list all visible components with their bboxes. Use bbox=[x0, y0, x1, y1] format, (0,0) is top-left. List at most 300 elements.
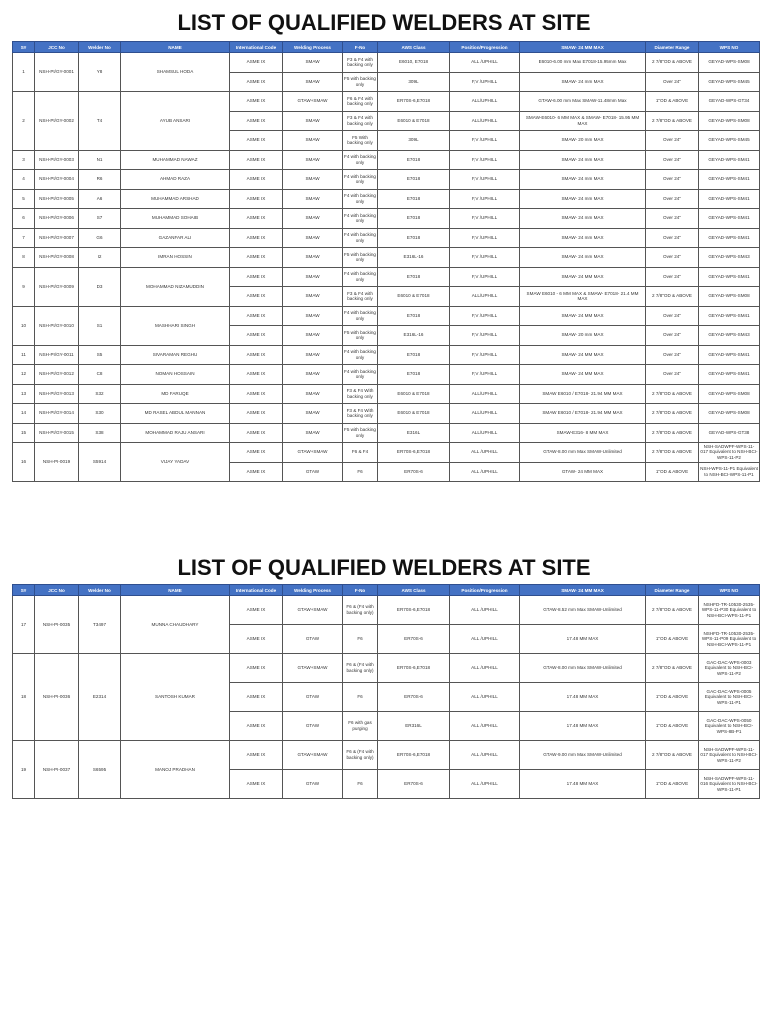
cell-position: F,V /UPHILL bbox=[450, 72, 520, 92]
cell-serial: 7 bbox=[13, 228, 35, 248]
cell-smaw: GTAW-6.00 mm Max SMAW-11.48mm Max bbox=[520, 92, 646, 112]
cell-serial: 8 bbox=[13, 248, 35, 268]
cell-welder-no: S5 bbox=[79, 345, 121, 365]
header-diameter-range: Diameter Range bbox=[646, 42, 699, 53]
cell-smaw: SMAW E6010 / E7018- 21.94 MM MAX bbox=[520, 384, 646, 404]
cell-jcc-no: NSH-PI/GY-0007 bbox=[35, 228, 79, 248]
cell-serial: 18 bbox=[13, 654, 35, 741]
cell-jcc-no: NSH-PI/GY-0004 bbox=[35, 170, 79, 190]
page-title: LIST OF QUALIFIED WELDERS AT SITE bbox=[177, 555, 591, 580]
cell-jcc-no: NSH-PI/GY-0013 bbox=[35, 384, 79, 404]
cell-international-code: ASME IX bbox=[230, 326, 283, 346]
cell-international-code: ASME IX bbox=[230, 248, 283, 268]
cell-position: F,V /UPHILL bbox=[450, 209, 520, 229]
cell-position: ALL /UPHILL bbox=[450, 770, 520, 799]
header-smaw: SMAW- 24 MM MAX bbox=[520, 42, 646, 53]
cell-wps-no: GEYAD-WPS-SM41 bbox=[699, 209, 760, 229]
cell-welding-process: GTAW bbox=[283, 712, 343, 741]
cell-diameter-range: 2 7/8"OD & ABOVE bbox=[646, 404, 699, 424]
cell-jcc-no: NSH-PI/GY-0002 bbox=[35, 92, 79, 151]
cell-f-no: F4 with backing only bbox=[343, 345, 378, 365]
cell-jcc-no: NSH-PI-0019 bbox=[35, 443, 79, 482]
cell-f-no: F6 & (F4 with backing only) bbox=[343, 596, 378, 625]
header-welding-process: Welding Process bbox=[283, 585, 343, 596]
cell-international-code: ASME IX bbox=[230, 741, 283, 770]
cell-position: F,V /UPHILL bbox=[450, 170, 520, 190]
cell-wps-no: NSH-SADWPF-WPS-11-016 Equivalent to NSH-BCI-WPS-11-P1 bbox=[699, 770, 760, 799]
cell-position: ALL /UPHILL bbox=[450, 741, 520, 770]
cell-aws-class: ER70S-6,E7018 bbox=[378, 596, 450, 625]
cell-f-no: F3 & F4 with backing only bbox=[343, 53, 378, 73]
cell-welder-no: S38 bbox=[79, 423, 121, 443]
cell-f-no: F3 & F4 with backing only bbox=[343, 287, 378, 307]
table-row bbox=[13, 423, 760, 443]
cell-welder-no: T3497 bbox=[79, 596, 121, 654]
cell-welding-process: SMAW bbox=[283, 326, 343, 346]
cell-aws-class: E6010, E7018 bbox=[378, 53, 450, 73]
cell-wps-no: GAC-DAC-WPS-0005 Equivalent to NSH-BCI-WPS-11-P1 bbox=[699, 683, 760, 712]
cell-serial: 5 bbox=[13, 189, 35, 209]
cell-welder-no: I2 bbox=[79, 248, 121, 268]
header-jcc-no: JCC No bbox=[35, 585, 79, 596]
cell-aws-class: E7018 bbox=[378, 345, 450, 365]
header-welding-process: Welding Process bbox=[283, 42, 343, 53]
cell-wps-no: NSH-SADWPF-WPS-11-017 Equivalent to NSH-BCI-WPS-11-P2 bbox=[699, 741, 760, 770]
cell-serial: 12 bbox=[13, 365, 35, 385]
cell-international-code: ASME IX bbox=[230, 683, 283, 712]
cell-jcc-no: NSH-PI/GY-0006 bbox=[35, 209, 79, 229]
table-row bbox=[13, 150, 760, 170]
cell-welding-process: GTAW bbox=[283, 683, 343, 712]
cell-position: ALL/UPHILL bbox=[450, 384, 520, 404]
cell-welder-name: MD FARUQE bbox=[121, 384, 230, 404]
cell-position: F,V /UPHILL bbox=[450, 228, 520, 248]
cell-position: F,V /UPHILL bbox=[450, 189, 520, 209]
header-international-code: International Code bbox=[230, 585, 283, 596]
cell-f-no: F4 with backing only bbox=[343, 150, 378, 170]
cell-aws-class: 309L bbox=[378, 72, 450, 92]
cell-smaw: SMAW E6010 - 6 MM MAX & SMAW- E7018- 21.4 MM MAX bbox=[520, 287, 646, 307]
cell-diameter-range: 2 7/8"OD & ABOVE bbox=[646, 111, 699, 131]
cell-aws-class: ER70S-6,E7018 bbox=[378, 92, 450, 112]
cell-jcc-no: NSH-PI/GY-0012 bbox=[35, 365, 79, 385]
cell-international-code: ASME IX bbox=[230, 209, 283, 229]
cell-welder-no: R6 bbox=[79, 170, 121, 190]
cell-wps-no: GEYAD-WPS-SM08 bbox=[699, 384, 760, 404]
cell-f-no: F3 & F4 With backing only bbox=[343, 384, 378, 404]
cell-international-code: ASME IX bbox=[230, 92, 283, 112]
table-row bbox=[13, 365, 760, 385]
cell-welder-name: GAZANFAR ALI bbox=[121, 228, 230, 248]
cell-welder-name: SANTOSH KUMAR bbox=[121, 654, 230, 741]
cell-welder-name: MUHAMMAD SOHAIB bbox=[121, 209, 230, 229]
cell-welder-no: S32 bbox=[79, 384, 121, 404]
cell-welder-name: MUNNA CHAUDHARY bbox=[121, 596, 230, 654]
cell-jcc-no: NSH-PI-0035 bbox=[35, 596, 79, 654]
cell-welder-name: MD RASEL ABDUL MANNAN bbox=[121, 404, 230, 424]
header-welder-no: Welder No bbox=[79, 585, 121, 596]
cell-international-code: ASME IX bbox=[230, 770, 283, 799]
cell-serial: 19 bbox=[13, 741, 35, 799]
cell-welding-process: GTAW+SMAW bbox=[283, 92, 343, 112]
cell-aws-class: E7018 bbox=[378, 228, 450, 248]
cell-welding-process: SMAW bbox=[283, 111, 343, 131]
cell-smaw: GTAW-8.00 mm Max SMAW-Unlimited bbox=[520, 654, 646, 683]
cell-jcc-no: NSH-PI/GY-0008 bbox=[35, 248, 79, 268]
cell-f-no: F3 & F4 With backing only bbox=[343, 404, 378, 424]
cell-diameter-range: Over 24" bbox=[646, 365, 699, 385]
cell-welder-name: MANOJ PRADHAN bbox=[121, 741, 230, 799]
cell-international-code: ASME IX bbox=[230, 306, 283, 326]
cell-position: ALL /UPHILL bbox=[450, 625, 520, 654]
cell-serial: 15 bbox=[13, 423, 35, 443]
cell-aws-class: ER70S-6 bbox=[378, 770, 450, 799]
table-row bbox=[13, 267, 760, 287]
cell-position: ALL /UPHILL bbox=[450, 712, 520, 741]
cell-international-code: ASME IX bbox=[230, 443, 283, 463]
cell-welder-name: SHAMSUL HODA bbox=[121, 53, 230, 92]
cell-diameter-range: Over 24" bbox=[646, 131, 699, 151]
cell-welding-process: SMAW bbox=[283, 248, 343, 268]
cell-f-no: F4 with backing only bbox=[343, 170, 378, 190]
cell-wps-no: NSH-WPS-11-P1 Equivalent to NSH-BCI-WPS-11-P1 bbox=[699, 462, 760, 482]
cell-diameter-range: Over 24" bbox=[646, 189, 699, 209]
table-row bbox=[13, 53, 760, 73]
cell-diameter-range: 2 7/8"OD & ABOVE bbox=[646, 654, 699, 683]
header-jcc-no: JCC No bbox=[35, 42, 79, 53]
header-international-code: International Code bbox=[230, 42, 283, 53]
cell-f-no: F6 with gas purging bbox=[343, 712, 378, 741]
cell-welder-no: S6595 bbox=[79, 741, 121, 799]
cell-wps-no: GEYAD-WPS-SM41 bbox=[699, 228, 760, 248]
cell-smaw: 17.48 MM MAX bbox=[520, 683, 646, 712]
header-aws-class: AWS Class bbox=[378, 585, 450, 596]
cell-welding-process: GTAW+SMAW bbox=[283, 443, 343, 463]
cell-wps-no: NSHFD-TR-10530-2535-WPS-11-P30 Equivalent to NSH-BCI-WPS-11-P1 bbox=[699, 596, 760, 625]
cell-welding-process: SMAW bbox=[283, 267, 343, 287]
cell-f-no: F4 with backing only bbox=[343, 306, 378, 326]
cell-aws-class: ER70S-6,E7018 bbox=[378, 741, 450, 770]
cell-smaw: SMAW- 20 mm MAX bbox=[520, 131, 646, 151]
cell-position: ALL/UPHILL bbox=[450, 111, 520, 131]
cell-jcc-no: NSH-PI/GY-0014 bbox=[35, 404, 79, 424]
table-row bbox=[13, 170, 760, 190]
cell-welding-process: GTAW bbox=[283, 770, 343, 799]
cell-wps-no: GEYAD-WPS-SM41 bbox=[699, 365, 760, 385]
cell-aws-class: E6010 & E7018 bbox=[378, 111, 450, 131]
cell-international-code: ASME IX bbox=[230, 345, 283, 365]
cell-international-code: ASME IX bbox=[230, 72, 283, 92]
cell-aws-class: E7018 bbox=[378, 189, 450, 209]
welders-table bbox=[12, 41, 760, 482]
cell-f-no: F5 With backing only bbox=[343, 131, 378, 151]
cell-welding-process: SMAW bbox=[283, 306, 343, 326]
cell-wps-no: NSHFD-TR-10530-2535-WPS-11-P09 Equivalent to NSH-BCI-WPS-11-P1 bbox=[699, 625, 760, 654]
cell-wps-no: GEYAD-WPS-SM45 bbox=[699, 131, 760, 151]
cell-welder-name: SIVARAMAN REGHU bbox=[121, 345, 230, 365]
table-row bbox=[13, 306, 760, 326]
cell-diameter-range: 2 7/8"OD & ABOVE bbox=[646, 596, 699, 625]
cell-f-no: F6 & F4 bbox=[343, 443, 378, 463]
cell-aws-class: E316L-16 bbox=[378, 248, 450, 268]
table-row bbox=[13, 596, 760, 625]
cell-wps-no: GEYAD-WPS-SM08 bbox=[699, 404, 760, 424]
header-position: Position/Progression bbox=[450, 42, 520, 53]
cell-f-no: F5 with backing only bbox=[343, 423, 378, 443]
cell-serial: 1 bbox=[13, 53, 35, 92]
table-row bbox=[13, 248, 760, 268]
cell-welder-no: S5914 bbox=[79, 443, 121, 482]
cell-serial: 4 bbox=[13, 170, 35, 190]
cell-smaw: SMAW-E6010- 6 MM MAX & SMAW- E7018- 15.95 MM MAX bbox=[520, 111, 646, 131]
cell-aws-class: E7018 bbox=[378, 267, 450, 287]
cell-diameter-range: Over 24" bbox=[646, 345, 699, 365]
cell-position: F,V /UPHILL bbox=[450, 248, 520, 268]
cell-aws-class: E7018 bbox=[378, 365, 450, 385]
cell-international-code: ASME IX bbox=[230, 365, 283, 385]
cell-international-code: ASME IX bbox=[230, 287, 283, 307]
table-row bbox=[13, 654, 760, 683]
cell-welding-process: SMAW bbox=[283, 345, 343, 365]
cell-wps-no: GEYAD-WPS-SM43 bbox=[699, 248, 760, 268]
cell-f-no: F3 & F4 with backing only bbox=[343, 111, 378, 131]
header-f-no: F-No bbox=[343, 42, 378, 53]
cell-international-code: ASME IX bbox=[230, 267, 283, 287]
cell-f-no: F6 & F4 with backing only bbox=[343, 92, 378, 112]
cell-international-code: ASME IX bbox=[230, 131, 283, 151]
cell-welder-name: NOMAN HOSSAIN bbox=[121, 365, 230, 385]
cell-welder-no: G6 bbox=[79, 228, 121, 248]
cell-serial: 2 bbox=[13, 92, 35, 151]
cell-aws-class: ER70S-6 bbox=[378, 625, 450, 654]
header-name: NAME bbox=[121, 42, 230, 53]
table-row bbox=[13, 404, 760, 424]
cell-international-code: ASME IX bbox=[230, 423, 283, 443]
cell-jcc-no: NSH-PI/GY-0009 bbox=[35, 267, 79, 306]
cell-wps-no: GEYAD-WPS-SM08 bbox=[699, 287, 760, 307]
header-row bbox=[13, 585, 760, 596]
cell-welder-no: D3 bbox=[79, 267, 121, 306]
cell-smaw: SMAW- 24 mm MAX bbox=[520, 248, 646, 268]
cell-diameter-range: Over 24" bbox=[646, 248, 699, 268]
cell-smaw: GTAW-8.52 mm Max SMAW-Unlimited bbox=[520, 596, 646, 625]
cell-smaw: 17.48 MM MAX bbox=[520, 625, 646, 654]
cell-smaw: SMAW- 24 MM MAX bbox=[520, 365, 646, 385]
cell-serial: 9 bbox=[13, 267, 35, 306]
cell-aws-class: ER70S-6 bbox=[378, 462, 450, 482]
cell-international-code: ASME IX bbox=[230, 150, 283, 170]
cell-diameter-range: Over 24" bbox=[646, 72, 699, 92]
table-row bbox=[13, 443, 760, 463]
welders-table bbox=[12, 584, 760, 799]
cell-aws-class: E316L-16 bbox=[378, 326, 450, 346]
cell-f-no: F4 with backing only bbox=[343, 209, 378, 229]
cell-f-no: F6 & (F4 with backing only) bbox=[343, 654, 378, 683]
cell-wps-no: GEYAD-WPS-SM08 bbox=[699, 53, 760, 73]
header-sn: S# bbox=[13, 42, 35, 53]
cell-welding-process: SMAW bbox=[283, 423, 343, 443]
cell-welder-no: S30 bbox=[79, 404, 121, 424]
cell-f-no: F4 with backing only bbox=[343, 228, 378, 248]
cell-f-no: F4 with backing only bbox=[343, 189, 378, 209]
cell-position: ALL /UPHILL bbox=[450, 596, 520, 625]
cell-jcc-no: NSH-PI-0036 bbox=[35, 654, 79, 741]
cell-diameter-range: 2 7/8"OD & ABOVE bbox=[646, 741, 699, 770]
cell-smaw: 17.48 MM MAX bbox=[520, 712, 646, 741]
cell-diameter-range: 1"OD & ABOVE bbox=[646, 770, 699, 799]
cell-welder-no: Y8 bbox=[79, 53, 121, 92]
cell-smaw: SMAW- 24 mm MAX bbox=[520, 150, 646, 170]
cell-diameter-range: 1"OD & ABOVE bbox=[646, 712, 699, 741]
cell-diameter-range: 1"OD & ABOVE bbox=[646, 92, 699, 112]
cell-welding-process: SMAW bbox=[283, 228, 343, 248]
cell-international-code: ASME IX bbox=[230, 462, 283, 482]
cell-international-code: ASME IX bbox=[230, 189, 283, 209]
cell-international-code: ASME IX bbox=[230, 654, 283, 683]
cell-wps-no: GEYAD-WPS-SM41 bbox=[699, 170, 760, 190]
cell-diameter-range: Over 24" bbox=[646, 267, 699, 287]
header-position: Position/Progression bbox=[450, 585, 520, 596]
cell-welding-process: SMAW bbox=[283, 170, 343, 190]
table-row bbox=[13, 209, 760, 229]
cell-wps-no: GEYAD-WPS-SM41 bbox=[699, 189, 760, 209]
cell-welder-name: MASHHARI SINGH bbox=[121, 306, 230, 345]
table-row bbox=[13, 345, 760, 365]
cell-welding-process: GTAW bbox=[283, 462, 343, 482]
cell-position: ALL /UPHILL bbox=[450, 53, 520, 73]
header-wps-no: WPS NO bbox=[699, 42, 760, 53]
table-row bbox=[13, 741, 760, 770]
cell-smaw: SMAW- 20 mm MAX bbox=[520, 326, 646, 346]
header-aws-class: AWS Class bbox=[378, 42, 450, 53]
cell-welding-process: SMAW bbox=[283, 131, 343, 151]
cell-serial: 17 bbox=[13, 596, 35, 654]
cell-f-no: F6 bbox=[343, 770, 378, 799]
cell-aws-class: ER316L bbox=[378, 712, 450, 741]
cell-wps-no: GEYAD-WPS-SM41 bbox=[699, 267, 760, 287]
cell-welding-process: GTAW+SMAW bbox=[283, 741, 343, 770]
cell-welder-name: MUHAMMAD NAWAZ bbox=[121, 150, 230, 170]
cell-wps-no: NSH-SADWPF-WPS-11-017 Equivalent to NSH-BCI-WPS-11-P2 bbox=[700, 443, 758, 461]
header-f-no: F-No bbox=[343, 585, 378, 596]
cell-international-code: ASME IX bbox=[230, 228, 283, 248]
cell-wps-no: GAC-DAC-WPS-0003 Equivalent to NSH-BCI-WPS-11-P2 bbox=[699, 654, 760, 683]
cell-aws-class: E7018 bbox=[378, 170, 450, 190]
cell-f-no: F6 & (F4 with backing only) bbox=[343, 741, 378, 770]
cell-serial: 10 bbox=[13, 306, 35, 345]
cell-diameter-range: 2 7/8"OD & ABOVE bbox=[646, 53, 699, 73]
cell-smaw: 17.48 MM MAX bbox=[520, 770, 646, 799]
cell-welding-process: GTAW+SMAW bbox=[283, 654, 343, 683]
cell-diameter-range: Over 24" bbox=[646, 170, 699, 190]
cell-welder-name: AYUB ANSARI bbox=[121, 92, 230, 151]
cell-smaw: E6010-6.00 mm Max E7018-15.95mm Max bbox=[520, 53, 646, 73]
cell-jcc-no: NSH-PI-0037 bbox=[35, 741, 79, 799]
cell-jcc-no: NSH-PI/GY-0001 bbox=[35, 53, 79, 92]
header-welder-no: Welder No bbox=[79, 42, 121, 53]
cell-aws-class: E7018 bbox=[378, 209, 450, 229]
cell-welder-name: MUHAMMAD ARSHAD bbox=[121, 189, 230, 209]
cell-welder-name: MOHAMMAD NIZAMUDDIN bbox=[121, 267, 230, 306]
cell-international-code: ASME IX bbox=[230, 384, 283, 404]
cell-position: F,V /UPHILL bbox=[450, 131, 520, 151]
cell-f-no: F6 bbox=[343, 462, 378, 482]
cell-diameter-range: Over 24" bbox=[646, 150, 699, 170]
cell-diameter-range: 2 7/8"OD & ABOVE bbox=[646, 287, 699, 307]
cell-aws-class: E7018 bbox=[378, 306, 450, 326]
cell-welder-name: IMRAN HOSSIN bbox=[121, 248, 230, 268]
cell-welding-process: SMAW bbox=[283, 209, 343, 229]
cell-position: F,V /UPHILL bbox=[450, 306, 520, 326]
cell-welding-process: SMAW bbox=[283, 53, 343, 73]
cell-position: ALL /UPHILL bbox=[450, 683, 520, 712]
cell-smaw: SMAW-E316- 8 MM MAX bbox=[520, 423, 646, 443]
cell-international-code: ASME IX bbox=[230, 596, 283, 625]
cell-position: ALL/UPHILL bbox=[450, 423, 520, 443]
cell-welding-process: SMAW bbox=[283, 384, 343, 404]
cell-smaw: SMAW- 24 mm MAX bbox=[520, 72, 646, 92]
page-title: LIST OF QUALIFIED WELDERS AT SITE bbox=[177, 10, 591, 35]
cell-f-no: F5 with backing only bbox=[343, 326, 378, 346]
cell-position: F,V /UPHILL bbox=[450, 365, 520, 385]
cell-welding-process: SMAW bbox=[283, 287, 343, 307]
cell-smaw: SMAW- 24 MM MAX bbox=[520, 306, 646, 326]
cell-serial: 13 bbox=[13, 384, 35, 404]
cell-welder-no: S7 bbox=[79, 209, 121, 229]
cell-aws-class: E7018 bbox=[378, 150, 450, 170]
cell-serial: 11 bbox=[13, 345, 35, 365]
cell-aws-class: E6010 & E7018 bbox=[378, 384, 450, 404]
cell-smaw: SMAW- 24 mm MAX bbox=[520, 189, 646, 209]
cell-international-code: ASME IX bbox=[230, 712, 283, 741]
cell-wps-no: GEYAD-WPS-SM43 bbox=[699, 326, 760, 346]
cell-position: ALL /UPHILL bbox=[450, 443, 520, 463]
cell-diameter-range: Over 24" bbox=[646, 228, 699, 248]
cell-jcc-no: NSH-PI/GY-0003 bbox=[35, 150, 79, 170]
cell-international-code: ASME IX bbox=[230, 625, 283, 654]
cell-international-code: ASME IX bbox=[230, 111, 283, 131]
cell-smaw: SMAW- 24 MM MAX bbox=[520, 345, 646, 365]
table-row bbox=[13, 384, 760, 404]
table-row bbox=[13, 228, 760, 248]
cell-welding-process: GTAW bbox=[283, 625, 343, 654]
cell-aws-class: 309L bbox=[378, 131, 450, 151]
cell-welding-process: SMAW bbox=[283, 150, 343, 170]
cell-welding-process: SMAW bbox=[283, 72, 343, 92]
cell-f-no: F4 with backing only bbox=[343, 267, 378, 287]
cell-wps-no: GEYAD-WPS-SM45 bbox=[699, 72, 760, 92]
cell-jcc-no: NSH-PI/GY-0015 bbox=[35, 423, 79, 443]
header-smaw: SMAW- 24 MM MAX bbox=[520, 585, 646, 596]
cell-welder-no: T4 bbox=[79, 92, 121, 151]
cell-welder-no: A6 bbox=[79, 189, 121, 209]
cell-position: F,V /UPHILL bbox=[450, 345, 520, 365]
cell-welder-no: E2314 bbox=[79, 654, 121, 741]
header-sn: S# bbox=[13, 585, 35, 596]
table-row bbox=[13, 92, 760, 112]
cell-wps-no: GAC-DAC-WPS-0050 Equivalent to NSH-BCI-WPS-8B-P1 bbox=[699, 712, 760, 741]
cell-jcc-no: NSH-PI/GY-0005 bbox=[35, 189, 79, 209]
cell-f-no: F4 with backing only bbox=[343, 365, 378, 385]
cell-smaw: SMAW- 24 mm MAX bbox=[520, 170, 646, 190]
cell-wps-no: GEYAD-WPS-GT38 bbox=[699, 423, 760, 443]
cell-position: ALL/UPHILL bbox=[450, 404, 520, 424]
cell-serial: 6 bbox=[13, 209, 35, 229]
cell-welder-no: C8 bbox=[79, 365, 121, 385]
cell-wps-no: GEYAD-WPS-GT34 bbox=[699, 92, 760, 112]
cell-diameter-range: 1"OD & ABOVE bbox=[646, 462, 699, 482]
cell-smaw: SMAW- 24 MM MAX bbox=[520, 267, 646, 287]
